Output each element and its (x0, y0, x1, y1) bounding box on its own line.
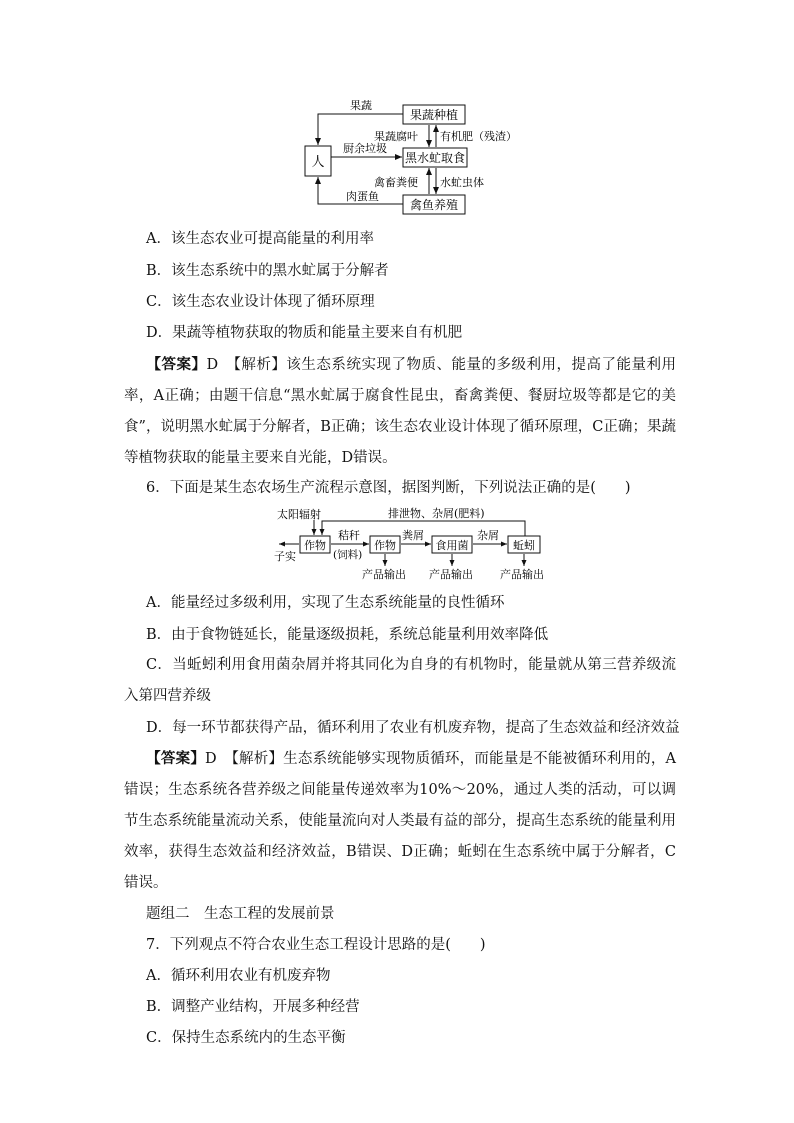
q7-option-b: B．调整产业结构，开展多种经营 (146, 999, 360, 1015)
q7-stem: 7．下列观点不符合农业生态工程设计思路的是( ) (146, 937, 486, 953)
q6-option-d: D．每一环节都获得产品，循环利用了农业有机废弃物，提高了生态效益和经济效益 (146, 720, 680, 736)
label-manure: 禽畜粪便 (374, 176, 418, 189)
q6-option-a: A．能量经过多级利用，实现了生态系统能量的良性循环 (146, 595, 505, 611)
q5-option-a: A．该生态农业可提高能量的利用率 (146, 231, 374, 247)
label-output-2: 产品输出 (429, 568, 473, 581)
label-straw: 秸秆 (338, 529, 360, 542)
q6-option-b: B．由于食物链延长，能量逐级损耗，系统总能量利用效率降低 (146, 627, 549, 643)
crop2-label: 作物 (374, 539, 396, 552)
label-output-3: 产品输出 (500, 568, 544, 581)
label-larvae: 水虻虫体 (440, 176, 484, 189)
q5-option-d: D．果蔬等植物获取的物质和能量主要来自有机肥 (146, 325, 463, 341)
label-output-1: 产品输出 (362, 568, 406, 581)
q7-option-a: A．循环利用农业有机废弃物 (146, 968, 331, 984)
fruit-planting-label: 果蔬种植 (409, 108, 459, 122)
q6-stem: 6．下面是某生态农场生产流程示意图，据图判断，下列说法正确的是( ) (146, 480, 631, 496)
label-sun: 太阳辐射 (277, 508, 321, 521)
q5-answer-body: D 【解析】该生态系统实现了物质、能量的多级利用，提高了能量利用率，A正确；由题干信息“黑水虻属于腐食性昆虫，畜禽粪便、餐厨垃圾等都是它的美食”，说明黑水虻属于分解者，B正确；该生态农业设计体现了循环原理，C正确；果蔬等植物获取的能量主要来自光能，D错误。 (124, 357, 677, 466)
q5-option-b: B．该生态系统中的黑水虻属于分解者 (146, 263, 389, 279)
q6-option-c: C．当蚯蚓利用食用菌杂屑并将其同化为自身的有机物时，能量就从第三营养级流入第四营养级 (124, 657, 676, 704)
label-leaves: 果蔬腐叶 (374, 130, 418, 143)
bsf-feeding-label: 黑水虻取食 (404, 151, 466, 165)
q6-answer-tag: 【答案】 (146, 750, 206, 767)
poultry-fish-label: 禽鱼养殖 (409, 198, 459, 212)
label-manure-scraps: 粪屑 (402, 529, 424, 542)
crop1-label: 作物 (304, 539, 326, 552)
label-top-fertilizer: 排泄物、杂屑(肥料) (388, 507, 485, 520)
eco-farm-diagram-2 (0, 503, 794, 583)
label-kitchen-waste: 厨余垃圾 (343, 142, 387, 155)
q6-answer-body: D 【解析】生态系统能够实现物质循环，而能量是不能被循环利用的，A错误；生态系统各营养级之间能量传递效率为10%～20%，通过人类的活动，可以调节生态系统能量流动关系，使能量流向对人类最有益的部分，提高生态系统的能量利用效率，获得生态效益和经济效益，B错误、D正确；蚯蚓在生态系统中属于分解者，C错误。 (124, 751, 676, 891)
label-fertilizer: 有机肥（残渣） (440, 130, 517, 143)
q5-option-c: C．该生态农业设计体现了循环原理 (146, 294, 375, 310)
q6-answer (124, 743, 676, 899)
eco-farm-diagram-1 (0, 0, 794, 230)
q7-option-c: C．保持生态系统内的生态平衡 (146, 1030, 346, 1046)
earthworm-label: 蚯蚓 (513, 539, 535, 552)
q5-answer (124, 349, 676, 474)
group2-title: 题组二 生态工程的发展前景 (146, 906, 335, 922)
q5-answer-tag: 【答案】 (146, 356, 207, 373)
label-fruit: 果蔬 (350, 99, 372, 112)
label-meat: 肉蛋鱼 (346, 190, 379, 203)
fungus-label: 食用菌 (435, 539, 469, 552)
label-feed: (饲料) (333, 549, 363, 561)
person-label: 人 (311, 155, 325, 170)
label-seed: 子实 (274, 550, 296, 563)
label-scraps: 杂屑 (477, 529, 499, 542)
